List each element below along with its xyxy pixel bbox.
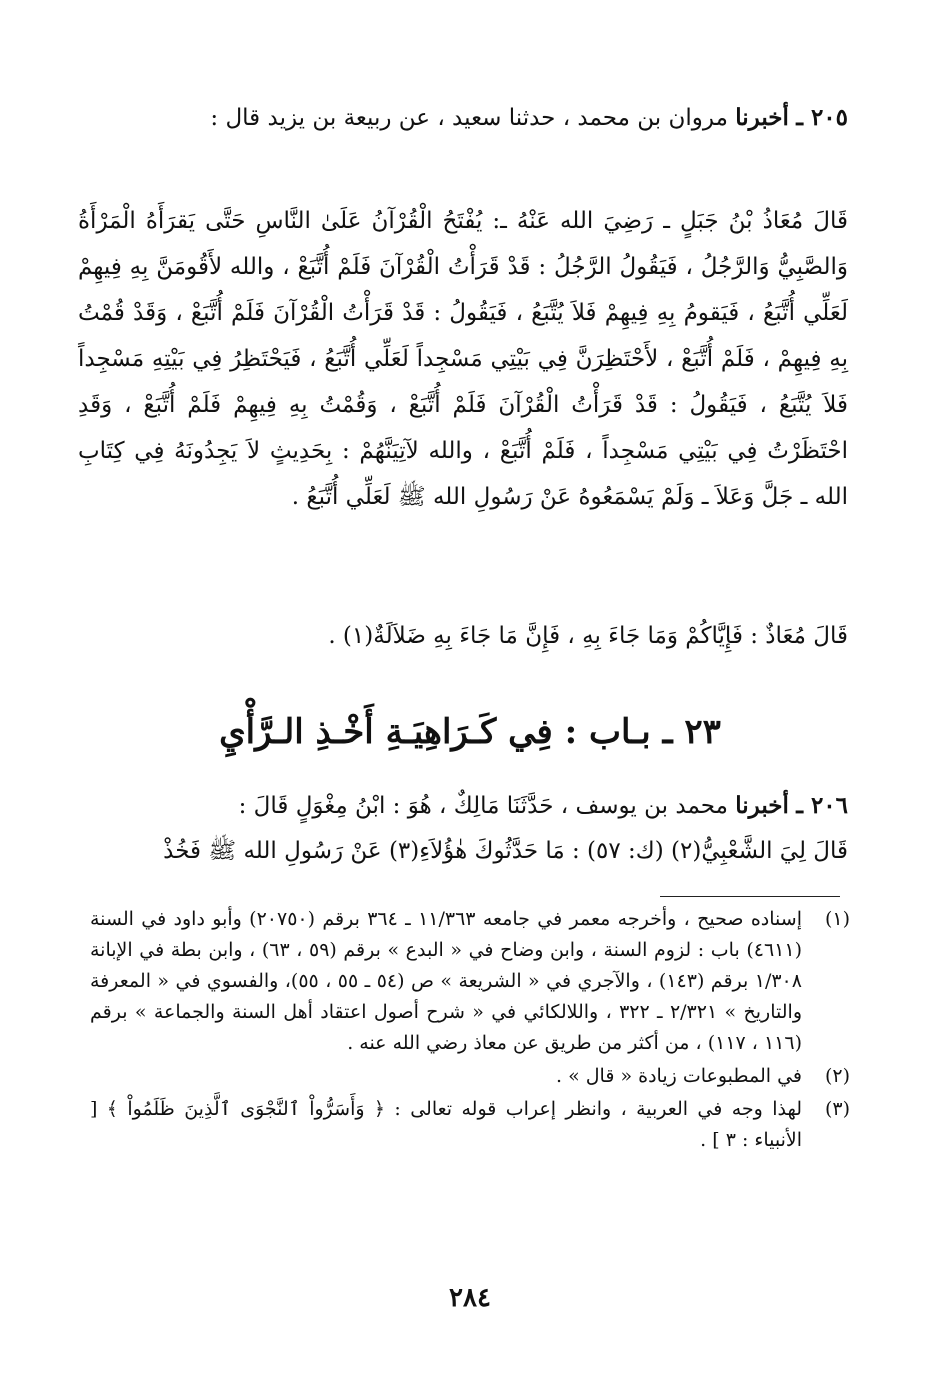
page-number: ٢٨٤ xyxy=(449,1283,491,1313)
hadith-206-chain: محمد بن يوسف ، حَدَّثَنَا مَالِكٌ ، هُوَ : ابْنُ مِغْوَلٍ قَالَ : xyxy=(238,793,728,819)
footnotes xyxy=(90,904,850,1158)
hadith-205-isnad xyxy=(78,96,848,140)
footnote-1-mark: (١) xyxy=(824,908,850,930)
footnote-2 xyxy=(90,1061,850,1092)
footnote-2-text: في المطبوعات زيادة « قال » . xyxy=(556,1065,802,1087)
hadith-205-closing: قَالَ مُعَاذٌ : فَإِيَّاكُمْ وَمَا جَاءَ بِهِ ، فَإِنَّ مَا جَاءَ بِهِ ضَلاَلَةٌ(١) . xyxy=(328,623,848,649)
hadith-206-number: ٢٠٦ ـ xyxy=(796,792,848,819)
footnote-3-mark: (٣) xyxy=(824,1098,850,1120)
chapter-heading: ٢٣ ـ بـاب : فِي كَـرَاهِيَـةِ أَخْـذِ الـرَّأْيِ xyxy=(219,712,721,752)
hadith-206-lead: أخبرنا xyxy=(735,792,789,819)
hadith-206-isnad xyxy=(78,784,848,828)
hadith-205-number: ٢٠٥ ـ xyxy=(796,104,848,131)
footnote-2-mark: (٢) xyxy=(824,1065,850,1087)
footnote-1-text: إسناده صحيح ، وأخرجه معمر في جامعه ١١/٣٦٣ ـ ٣٦٤ برقم (٢٠٧٥٠) وأبو داود في السنة (٤٦١١) باب : لزوم السنة ، وابن وضاح في « البدع » برقم (٥٩ ، ٦٣) ، وابن بطة في الإبانة ١/٣٠٨ برقم (١٤٣) ، والآجري في « الشريعة » ص (٥٤ ـ ٥٥ ، ٥٥)، والفسوي في « المعرفة والتاريخ » ٢/٣٢١ ـ ٣٢٢ ، واللالكائي في « شرح أصول اعتقاد أهل السنة والجماعة » برقم (١١٦ ، ١١٧) ، من أكثر من طريق عن معاذ رضي الله عنه . xyxy=(90,908,802,1054)
hadith-205-lead: أخبرنا xyxy=(735,104,789,131)
footnote-divider xyxy=(660,896,840,897)
footnote-3 xyxy=(90,1094,850,1156)
footnote-3-text: لهذا وجه في العربية ، وانظر إعراب قوله تعالى : ﴿ وَأَسَرُّواْ ٱلنَّجْوَى ٱلَّذِينَ ظَلَمُواْ ﴾ [ الأنبياء : ٣ ] . xyxy=(90,1098,802,1151)
hadith-205-chain: مروان بن محمد ، حدثنا سعيد ، عن ربيعة بن يزيد قال : xyxy=(210,105,728,131)
hadith-206-text: قَالَ لِيَ الشَّعْبِيُّ(٢) (ك: ٥٧) : مَا حَدَّثُوكَ هٰؤُلاَءِ(٣) عَنْ رَسُولِ الله ﷺ فَخُذْ xyxy=(163,838,848,864)
footnote-1 xyxy=(90,904,850,1059)
hadith-205-text: قَالَ مُعَاذُ بْنُ جَبَلٍ ـ رَضِيَ الله عَنْهُ ـ: يُفْتَحُ الْقُرْآنُ عَلَىٰ النَّاسِ حَتَّى يَقرَأَهُ الْمَرْأَةُ وَالصَّبِيُّ وَالرَّجُلُ ، فَيَقُولُ الرَّجُلُ : قَدْ قَرَأْتُ الْقُرْآنَ فَلَمْ أُتَّبَعْ ، والله لأَقُومَنَّ بِهِ فِيهِمْ لَعَلِّي أُتَّبَعُ ، فَيَقومُ بِهِ فِيهِمْ فَلاَ يُتَّبَعُ ، فَيَقُولُ : قَدْ قَرَأْتُ الْقُرْآنَ فَلَمْ أُتَّبَعْ ، وَقَدْ قُمْتُ بِهِ فِيهِمْ ، فَلَمْ أُتَّبَعْ ، لأَحْتَظِرَنَّ فِي بَيْتِي مَسْجِداً لَعَلِّي أُتَّبَعُ ، فَيَحْتَظِرُ فِي بَيْتِهِ مَسْجِداً فَلاَ يُتَّبَعُ ، فَيَقُولُ : قَدْ قَرَأْتُ الْقُرْآنَ فَلَمْ أُتَّبَعْ ، وَقُمْتُ بِهِ فِيهِمْ فَلَمْ أُتَّبَعْ ، وَقَدِ احْتَظَرْتُ فِي بَيْتِي مَسْجِداً ، فَلَمْ أُتَّبَعْ ، والله لآتِيَنَّهُمْ : بِحَدِيثٍ لاَ يَجِدُونَهُ فِي كِتَابِ الله ـ جَلَّ وَعَلاَ ـ وَلَمْ يَسْمَعُوهُ عَنْ رَسُولِ الله ﷺ لَعَلِّي أُتَّبَعُ . xyxy=(78,208,848,510)
